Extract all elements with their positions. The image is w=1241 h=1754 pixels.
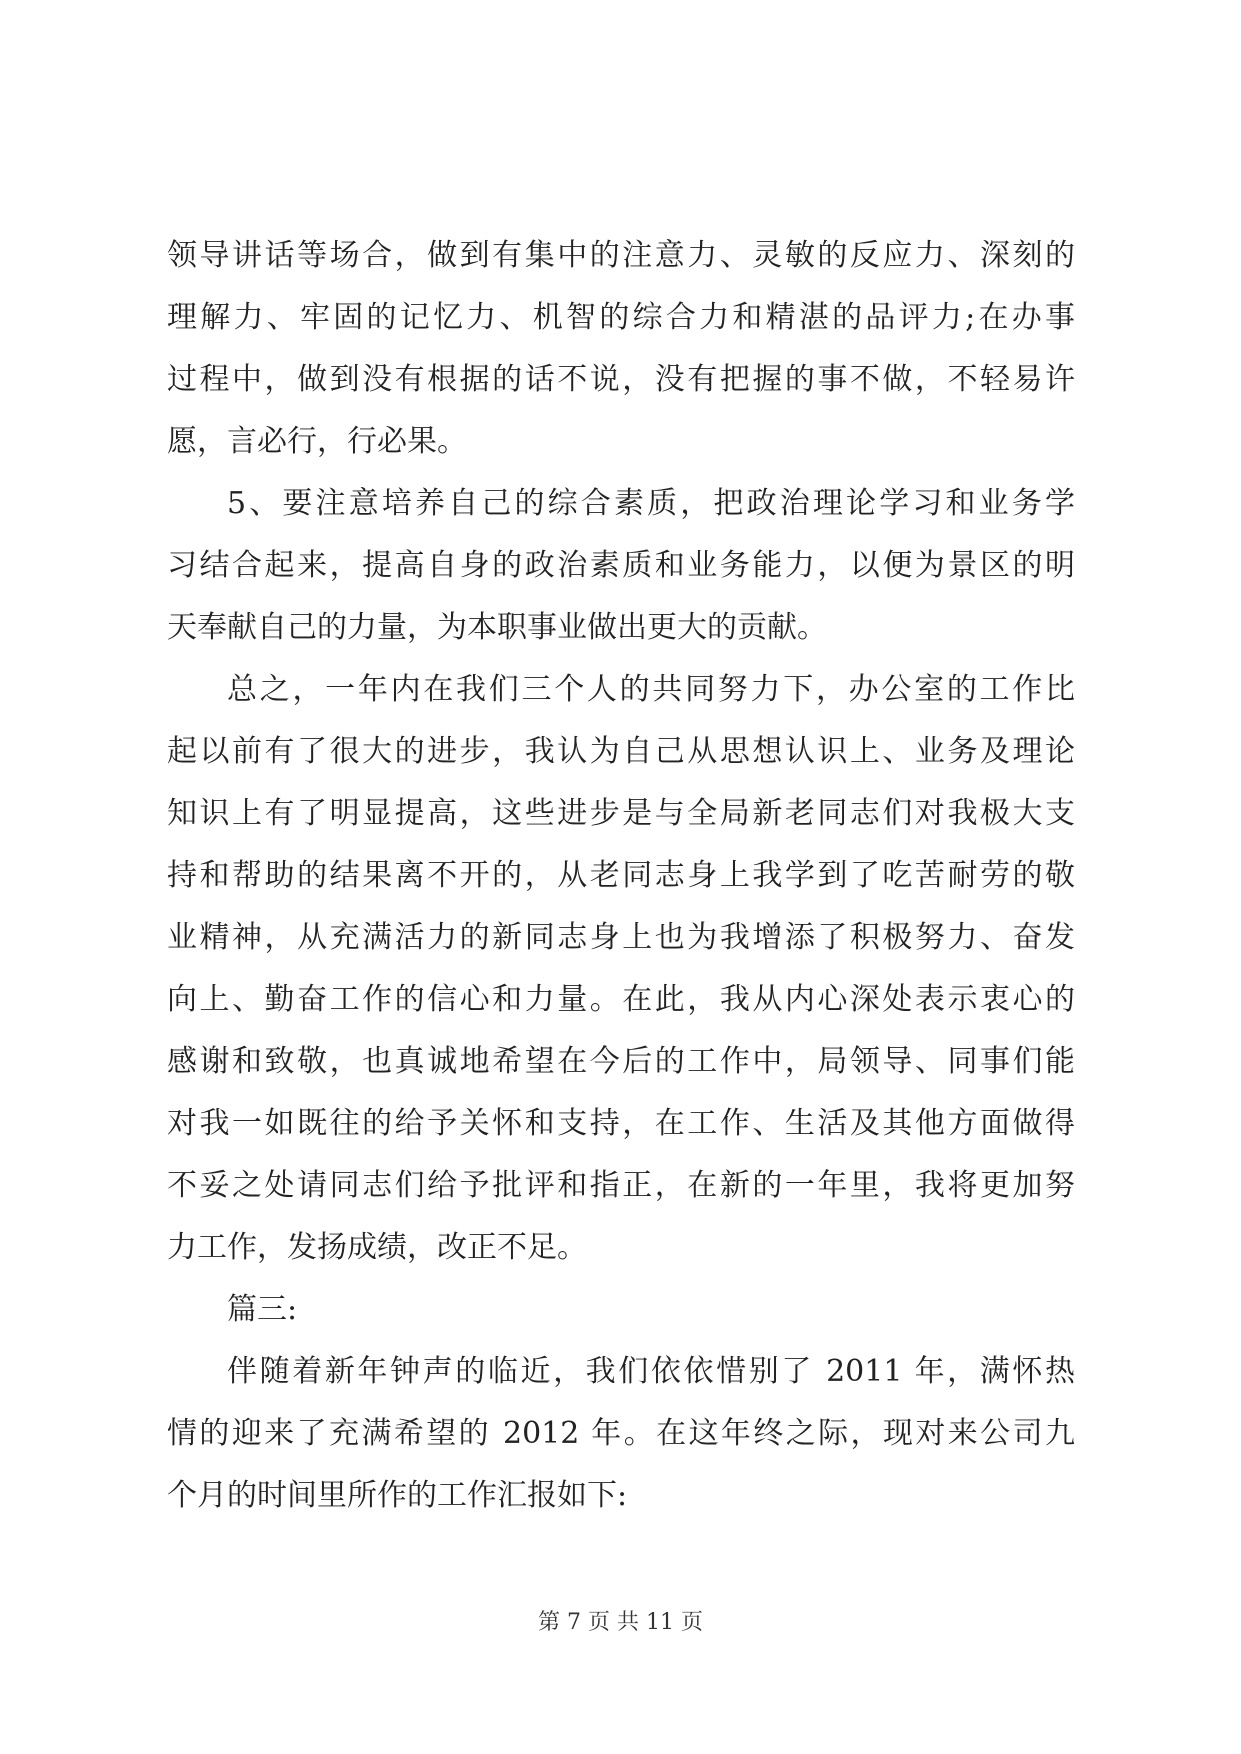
text-line: 向上、勤奋工作的信心和力量。在此，我从内心深处表示衷心的	[167, 982, 1075, 1017]
text-line: 持和帮助的结果离不开的，从老同志身上我学到了吃苦耐劳的敬	[167, 858, 1075, 893]
text-line: 不妥之处请同志们给予批评和指正，在新的一年里，我将更加努	[167, 1168, 1075, 1203]
body-text	[167, 225, 1075, 1527]
text-line: 情的迎来了充满希望的 2012 年。在这年终之际，现对来公司九	[167, 1416, 1075, 1451]
text-line: 过程中，做到没有根据的话不说，没有把握的事不做，不轻易许	[167, 362, 1075, 397]
text-line: 业精神，从充满活力的新同志身上也为我增添了积极努力、奋发	[167, 920, 1075, 955]
text-line: 5、要注意培养自己的综合素质，把政治理论学习和业务学	[227, 486, 1075, 521]
text-line: 习结合起来，提高自身的政治素质和业务能力，以便为景区的明	[167, 548, 1075, 583]
text-line: 天奉献自己的力量，为本职事业做出更大的贡献。	[167, 610, 827, 645]
text-line: 伴随着新年钟声的临近，我们依依惜别了 2011 年，满怀热	[227, 1354, 1075, 1389]
text-line: 理解力、牢固的记忆力、机智的综合力和精湛的品评力;在办事	[167, 300, 1075, 335]
page-footer: 第 7 页 共 11 页	[538, 1610, 703, 1635]
text-line: 知识上有了明显提高，这些进步是与全局新老同志们对我极大支	[167, 796, 1075, 831]
text-line: 起以前有了很大的进步，我认为自己从思想认识上、业务及理论	[167, 734, 1075, 769]
text-line: 感谢和致敬，也真诚地希望在今后的工作中，局领导、同事们能	[167, 1044, 1075, 1079]
text-line: 领导讲话等场合，做到有集中的注意力、灵敏的反应力、深刻的	[167, 238, 1075, 273]
text-line: 力工作，发扬成绩，改正不足。	[167, 1230, 587, 1265]
text-line: 愿，言必行，行必果。	[167, 424, 467, 459]
text-line: 篇三:	[227, 1292, 298, 1327]
text-line: 对我一如既往的给予关怀和支持，在工作、生活及其他方面做得	[167, 1106, 1075, 1141]
text-line: 总之，一年内在我们三个人的共同努力下，办公室的工作比	[227, 672, 1075, 707]
text-line: 个月的时间里所作的工作汇报如下:	[167, 1478, 628, 1513]
